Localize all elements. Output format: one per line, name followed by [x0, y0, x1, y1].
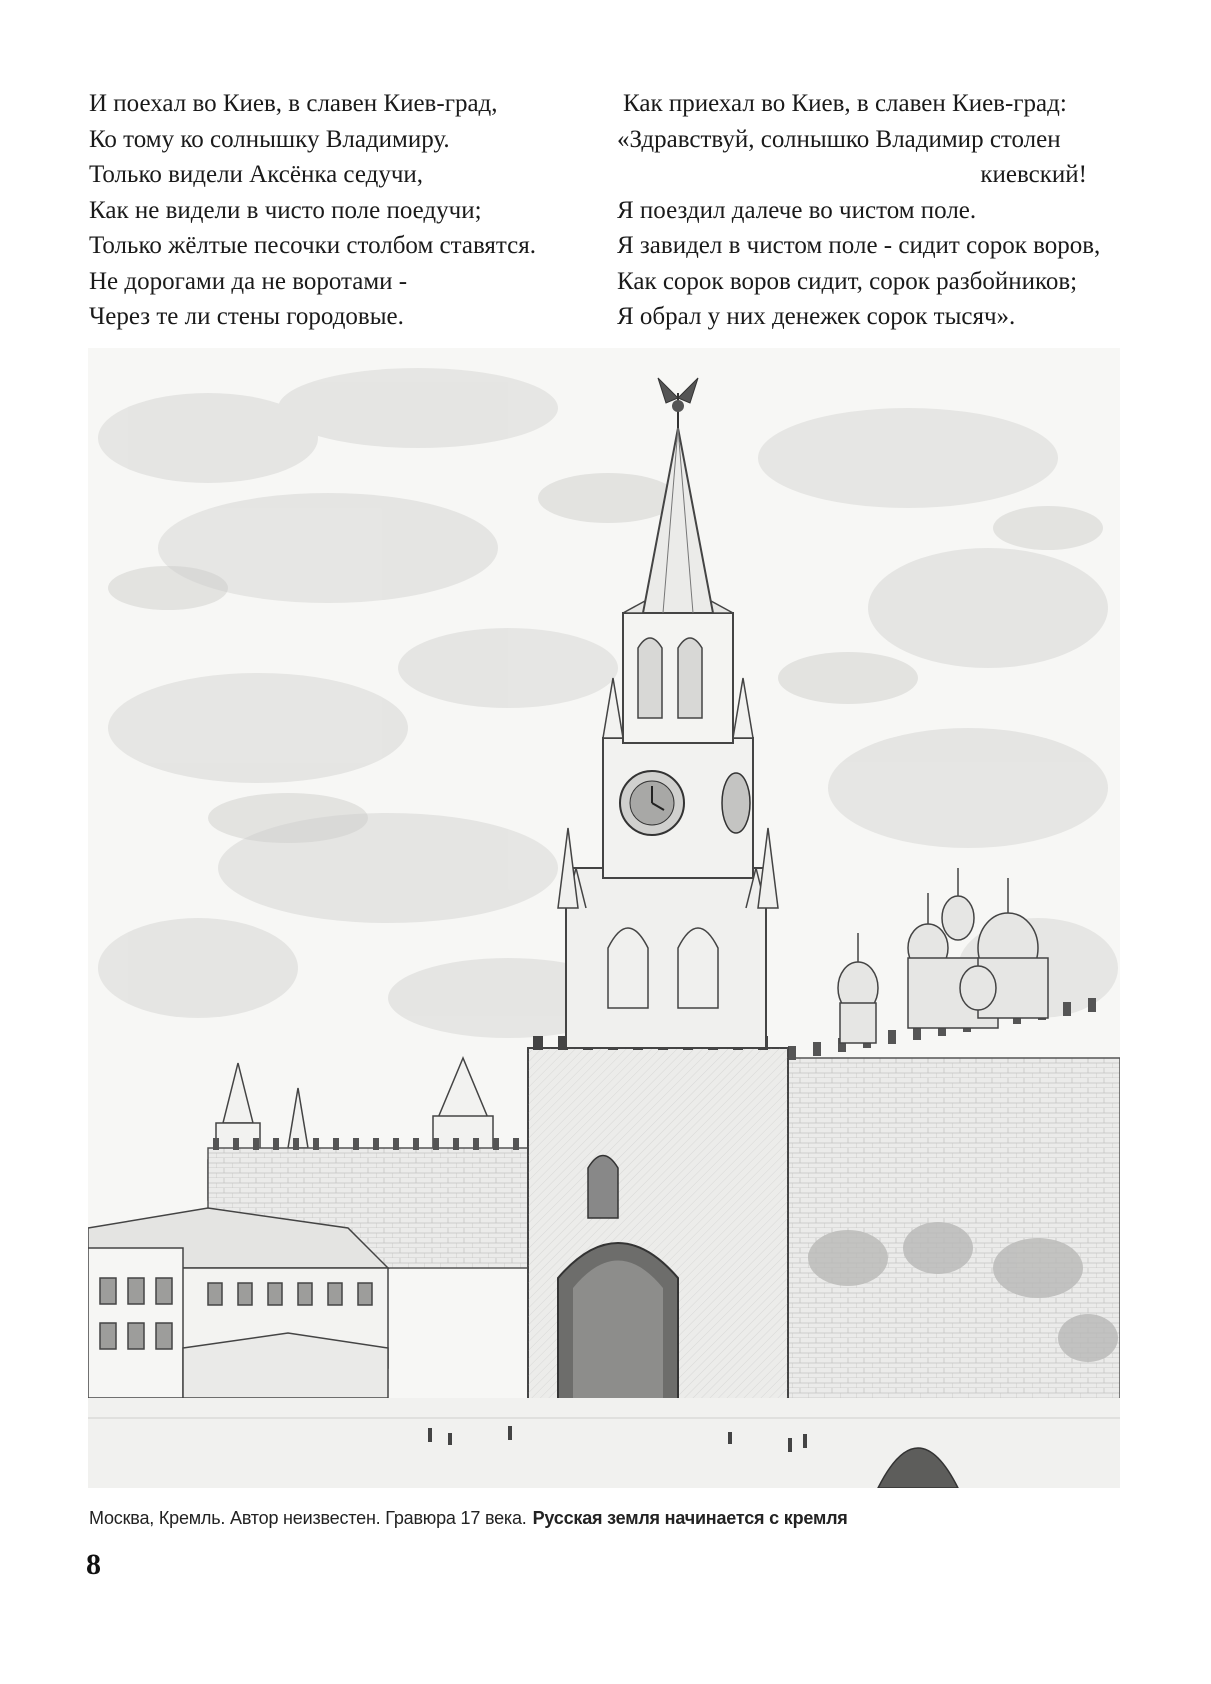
page-number: 8: [86, 1548, 101, 1581]
poem-line: Я поездил далече во чистом поле.: [617, 196, 977, 224]
kremlin-engraving: [88, 348, 1120, 1488]
caption-bold-text: Русская земля начинается с кремля: [532, 1508, 848, 1528]
poem-line: Я обрал у них денежек сорок тысяч».: [617, 303, 1016, 330]
poem-line: Не дорогами да не воротами -: [89, 267, 408, 295]
poem-line: Только видели Аксёнка седучи,: [89, 161, 424, 188]
figure-caption: [89, 1508, 848, 1529]
poem-line: «Здравствуй, солнышко Владимир столен: [617, 125, 1061, 153]
poem-right-column: [617, 86, 1101, 335]
poem-line: Через те ли стены городовые.: [89, 303, 404, 330]
poem-line: И поехал во Киев, в славен Киев-град,: [89, 90, 498, 117]
poem-line: Как приехал во Киев, в славен Киев-град:: [623, 90, 1067, 117]
poem-line: Как не видели в чисто поле поедучи;: [89, 196, 482, 224]
poem-line: Ко тому ко солнышку Владимиру.: [89, 125, 450, 153]
caption-text: Москва, Кремль. Автор неизвестен. Гравюра 17 века.: [89, 1508, 527, 1528]
poem-line: Как сорок воров сидит, сорок разбойников;: [617, 267, 1078, 295]
poem-line: киевский!: [980, 161, 1087, 188]
poem-line: Только жёлтые песочки столбом ставятся.: [89, 232, 536, 259]
poem-left-column: [89, 86, 569, 335]
poem-line: Я завидел в чистом поле - сидит сорок воров,: [617, 232, 1101, 259]
